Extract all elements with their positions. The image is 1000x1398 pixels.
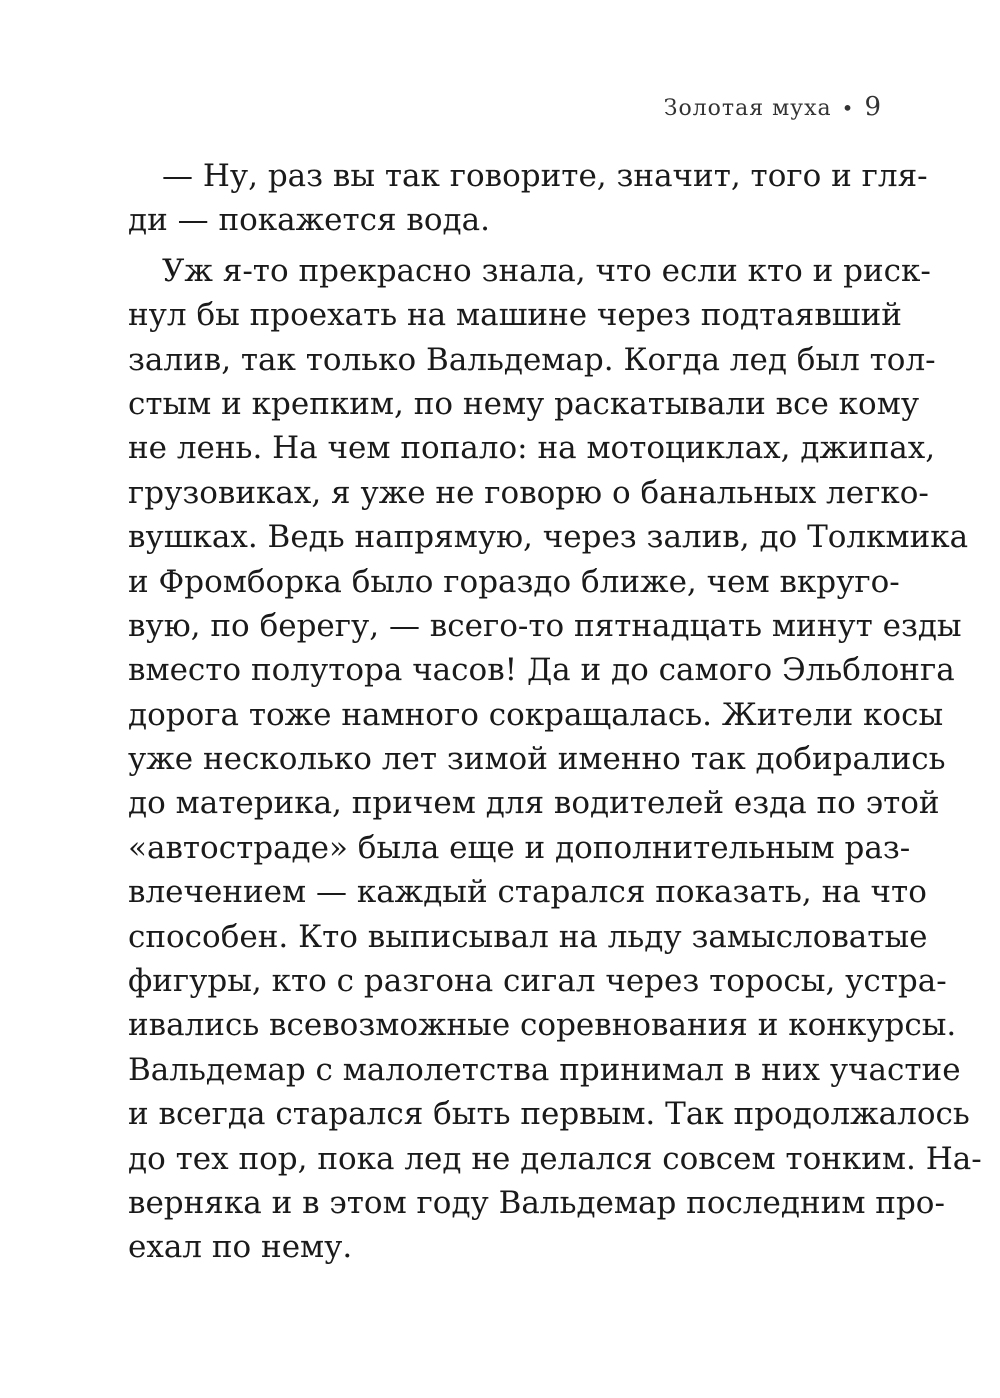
text-line: уже несколько лет зимой именно так добирались xyxy=(128,741,946,778)
text-line: вушках. Ведь напрямую, через залив, до Толкмика xyxy=(128,519,969,556)
text-line: до материка, причем для водителей езда по этой xyxy=(128,785,940,822)
text-line: ивались всевозможные соревнования и конкурсы. xyxy=(128,1007,957,1044)
text-line: Уж я-то прекрасно знала, что если кто и риск- xyxy=(162,252,931,289)
header-separator: • xyxy=(841,96,855,120)
text-line: ехал по нему. xyxy=(128,1229,353,1266)
page-number: 9 xyxy=(864,92,882,122)
book-title: Золотая муха xyxy=(663,96,832,121)
text-line: не лень. На чем попало: на мотоциклах, джипах, xyxy=(128,430,936,467)
text-line: залив, так только Вальдемар. Когда лед был тол- xyxy=(128,341,936,378)
text-line: вую, по берегу, — всего-то пятнадцать минут езды xyxy=(128,607,962,644)
text-line: вместо полутора часов! Да и до самого Эльблонга xyxy=(128,652,955,689)
text-line: влечением — каждый старался показать, на что xyxy=(128,874,927,911)
text-line: стым и крепким, по нему раскатывали все кому xyxy=(128,385,920,422)
text-line: — Ну, раз вы так говорите, значит, того и гля- xyxy=(162,158,928,194)
text-line: верняка и в этом году Вальдемар последним про- xyxy=(128,1184,945,1221)
text-line: до тех пор, пока лед не делался совсем тонким. На- xyxy=(128,1140,982,1177)
paragraph xyxy=(128,249,982,1270)
text-line: и Фромборка было гораздо ближе, чем вкруго- xyxy=(128,563,900,600)
text-line: ди — покажется вода. xyxy=(128,202,490,239)
text-line: способен. Кто выписывал на льду замысловатые xyxy=(128,918,928,955)
text-line: и всегда старался быть первым. Так продолжалось xyxy=(128,1096,970,1133)
text-line: дорога тоже намного сокращалась. Жители косы xyxy=(128,696,944,733)
text-line: «автостраде» была еще и дополнительным раз- xyxy=(128,829,911,866)
text-line: Вальдемар с малолетства принимал в них участие xyxy=(128,1051,961,1088)
body-text xyxy=(128,154,982,1270)
text-line: фигуры, кто с разгона сигал через торосы, устра- xyxy=(128,963,947,1000)
paragraph xyxy=(128,154,928,243)
text-line: нул бы проехать на машине через подтаявший xyxy=(128,297,902,334)
text-line: грузовиках, я уже не говорю о банальных легко- xyxy=(128,474,929,511)
running-header xyxy=(664,92,882,122)
